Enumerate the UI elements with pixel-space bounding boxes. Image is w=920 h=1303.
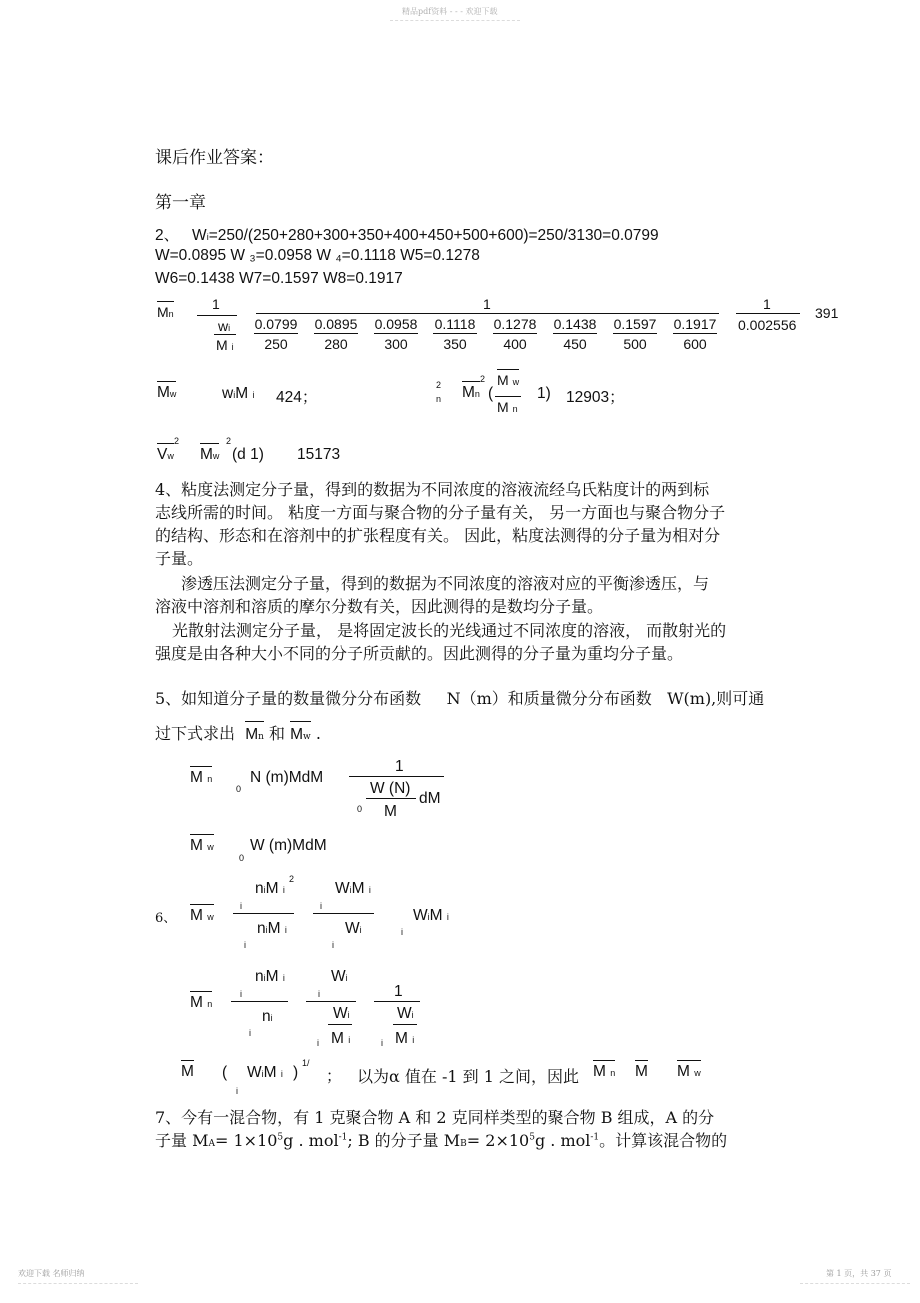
term-den: 400	[503, 336, 527, 352]
vw-value: 15173	[297, 446, 341, 463]
f2-top: WiM i	[335, 880, 371, 897]
term-line	[553, 333, 597, 334]
chapter-heading: 第一章	[155, 193, 206, 213]
g3-line	[374, 1001, 420, 1002]
eq1-m: M	[384, 803, 397, 820]
q4-p2-l2: 溶液中溶剂和溶质的摩尔分数有关，因此测得的是数均分子量。	[155, 597, 604, 616]
term-num: 0.1118	[434, 316, 476, 332]
g3-bot-i: i	[381, 1038, 383, 1048]
page-header: 精品pdf资料 - - - 欢迎下载	[402, 7, 498, 16]
sigma-sup: 2	[436, 380, 442, 390]
d-expr: (d 1)	[232, 446, 264, 463]
term-den: 500	[623, 336, 647, 352]
mn-frac-line	[197, 315, 237, 316]
term-num: 0.0958	[374, 316, 418, 332]
f3: WiM i	[413, 907, 449, 924]
g1-bot-i: i	[249, 1028, 251, 1038]
term-line	[493, 333, 537, 334]
q7-line1: 7、今有一混合物，有 1 克聚合物 A 和 2 克同样类型的聚合物 B 组成，A 的分	[155, 1108, 715, 1127]
eq1-inner-limit: 0	[357, 804, 363, 814]
g1-bot: ni	[262, 1008, 273, 1025]
big-frac-line	[256, 313, 719, 314]
eq1-lower-limit: 0	[236, 784, 242, 794]
sigma-value: 12903；	[566, 389, 625, 406]
f2-line	[313, 913, 374, 914]
g1-top: niM i	[255, 968, 285, 985]
final-frac-line	[736, 313, 800, 314]
eq1-lhs: M n	[190, 766, 212, 787]
term-den: 450	[563, 336, 587, 352]
q6-mn: M n	[190, 991, 212, 1012]
term-num: 0.0799	[254, 316, 298, 332]
q4-p2-l1: 渗透压法测定分子量，得到的数据为不同浓度的溶液对应的平衡渗透压，与	[181, 574, 710, 593]
q4-p3-l1: 光散射法测定分子量， 是将固定波长的光线通过不同浓度的溶液， 而散射光的	[172, 621, 727, 640]
wi-symbol: wi	[218, 318, 231, 334]
term-num: 0.0895	[314, 316, 358, 332]
g2-inner-line	[328, 1024, 352, 1025]
footer-rule-left	[18, 1283, 138, 1284]
mv-sum: WiM i	[247, 1064, 283, 1081]
f1-top-sup: 2	[289, 874, 295, 884]
f1-bot: niM i	[257, 920, 287, 937]
q4-p1-l4: 子量。	[155, 549, 204, 568]
q6-num: 6、	[155, 911, 177, 926]
q4-p1-l2: 志线所需的时间。 粘度一方面与聚合物的分子量有关， 另一方面也与聚合物分子	[155, 503, 726, 522]
g2-bot-i: i	[317, 1038, 319, 1048]
eq1-wn: W (N)	[370, 780, 411, 797]
eq1-dm: dM	[419, 790, 441, 807]
term-num: 0.1278	[493, 316, 537, 332]
term-line	[673, 333, 717, 334]
g1-top-i: i	[240, 989, 242, 999]
f1-top: niM i	[255, 880, 285, 897]
g3-bot-m: M i	[395, 1030, 415, 1047]
mn-frac-one: 1	[212, 296, 220, 312]
mn2-sup: 2	[480, 374, 486, 384]
page-title: 课后作业答案：	[155, 148, 274, 168]
term-line	[613, 333, 657, 334]
mv-semi: ；	[326, 1068, 342, 1085]
c-m: M	[635, 1060, 648, 1081]
term-line	[254, 333, 298, 334]
g2-line	[306, 1001, 356, 1002]
mn-symbol: Mn	[157, 301, 174, 320]
footer-rule-right	[800, 1283, 910, 1284]
big-frac-one: 1	[483, 296, 491, 312]
mv-close: )	[293, 1064, 299, 1081]
term-den: 250	[264, 336, 288, 352]
g2-top: Wi	[331, 968, 348, 985]
mv-paren: (	[222, 1064, 228, 1081]
sigma-sub: n	[436, 394, 442, 404]
term-den: 300	[384, 336, 408, 352]
mv-i: i	[236, 1086, 238, 1096]
final-frac-den: 0.002556	[738, 317, 797, 333]
q2-line1: 2、 Wi=250/(250+280+300+350+400+450+500+600)=250/3130=0.0799	[155, 227, 659, 244]
mn2-symbol: Mn	[462, 381, 480, 402]
eq1-frac-one: 1	[395, 758, 404, 775]
g2-bot-w: Wi	[333, 1005, 350, 1022]
f2-bot: Wi	[345, 920, 362, 937]
g2-top-i: i	[318, 989, 320, 999]
eq1-inner-line	[366, 798, 416, 799]
q7-line2: 子量 $MA= 1\times 10^5g$ . mol$^{-1}$; B 的分子量 $MB= 2\times 10^5g$ . mol$^{-1}$。计算该混合物的	[155, 1131, 728, 1150]
q5-line1: 5、如知道分子量的数量微分分布函数 N（m）和质量微分分布函数 W(m),则可通	[155, 689, 765, 708]
c-mw: M w	[677, 1060, 701, 1081]
q4-p1-l3: 的结构、形态和在溶剂中的扩张程度有关。 因此，粘度法测得的分子量为相对分	[155, 526, 721, 545]
f1-top-i: i	[240, 901, 242, 911]
g3-top: 1	[394, 983, 403, 1000]
q2-line2: W=0.0895 W ₃=0.0958 W ₄=0.1118 W5=0.1278	[155, 247, 480, 264]
term-num: 0.1597	[613, 316, 657, 332]
f1-bot-i: i	[244, 940, 246, 950]
ratio-bot: M n	[497, 399, 518, 415]
term-line	[314, 333, 358, 334]
f1-line	[233, 913, 294, 914]
paren-open: (	[488, 385, 494, 402]
g3-inner-line	[393, 1024, 417, 1025]
mn-inline: Mn	[245, 721, 264, 743]
q2-line3: W6=0.1438 W7=0.1597 W8=0.1917	[155, 270, 403, 287]
wimi-expr: wiM i	[222, 385, 255, 402]
g3-bot-w: Wi	[397, 1005, 414, 1022]
eq2-lower-limit: 0	[239, 853, 245, 863]
q5-line2: 过下式求出 Mn 和 Mw .	[155, 721, 321, 744]
q4-p3-l2: 强度是由各种大小不同的分子所贡献的。因此测得的分子量为重均分子量。	[155, 644, 684, 663]
eq1-frac-line	[349, 776, 444, 777]
f2-top-i: i	[320, 901, 322, 911]
mv-exp: 1/	[302, 1058, 310, 1068]
q6-mw: M w	[190, 904, 214, 925]
q4-p1-l1: 4、粘度法测定分子量，得到的数据为不同浓度的溶液流经乌氏粘度计的两到标	[155, 480, 710, 499]
final-frac-one: 1	[763, 296, 771, 312]
g2-bot-m: M i	[331, 1030, 351, 1047]
wi-frac-line	[214, 334, 236, 335]
mn-result: 391	[815, 305, 839, 321]
f3-i: i	[401, 927, 403, 937]
term-den: 280	[324, 336, 348, 352]
f2-bot-i: i	[332, 940, 334, 950]
eq1-integrand: N (m)MdM	[250, 769, 324, 786]
term-num: 0.1438	[553, 316, 597, 332]
mv-text: 以为α 值在 -1 到 1 之间，因此	[357, 1067, 580, 1086]
mw-inline: Mw	[290, 721, 311, 743]
header-rule	[390, 20, 520, 21]
ratio-top: M w	[497, 369, 519, 388]
eq2-integrand: W (m)MdM	[250, 837, 327, 854]
term-den: 350	[443, 336, 467, 352]
mv-symbol: M	[181, 1060, 194, 1081]
term-line	[374, 333, 418, 334]
mw3-sup: 2	[226, 436, 232, 446]
term-den: 600	[683, 336, 707, 352]
vw-symbol: Vw	[157, 443, 174, 464]
mi-symbol: M i	[216, 337, 234, 353]
eq2-lhs: M w	[190, 834, 214, 855]
ratio-line	[495, 396, 521, 397]
term-num: 0.1917	[673, 316, 717, 332]
term-line	[433, 333, 477, 334]
footer-right: 第 1 页，共 37 页	[826, 1269, 892, 1278]
mw3-symbol: Mw	[200, 443, 219, 464]
vw-sup: 2	[174, 436, 180, 446]
g1-line	[231, 1001, 288, 1002]
mw-symbol: Mw	[157, 381, 176, 402]
paren-close: 1)	[537, 385, 551, 402]
footer-left: 欢迎下载 名师归纳	[18, 1269, 85, 1278]
c-mn: M n	[593, 1060, 615, 1081]
mw-value: 424；	[276, 389, 318, 406]
